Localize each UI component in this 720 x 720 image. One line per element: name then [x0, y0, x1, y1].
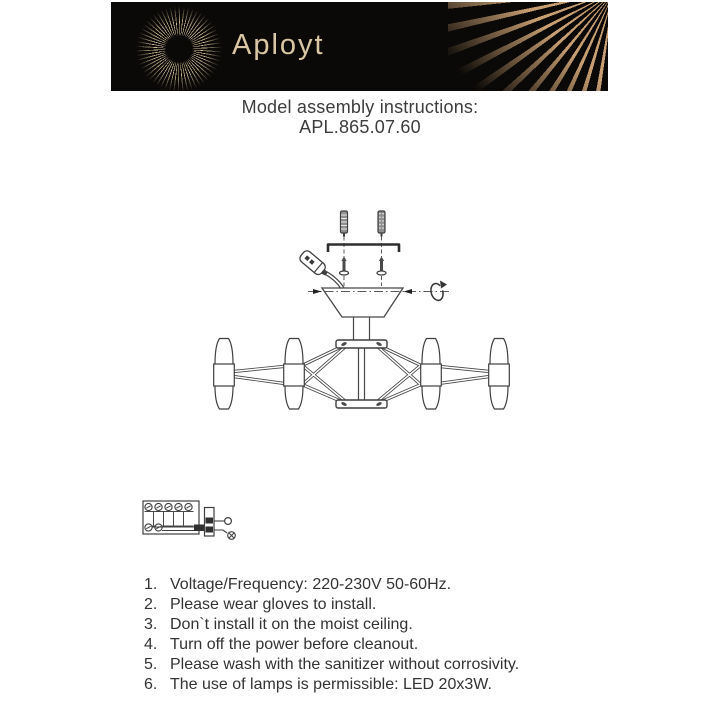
chandelier-body	[214, 317, 510, 409]
wire-loop-icon	[225, 518, 232, 525]
power-connector-icon	[298, 249, 343, 289]
lamp-shade	[284, 339, 305, 410]
list-item	[144, 595, 519, 615]
item-number: 3.	[144, 616, 158, 633]
arrow-right-icon	[313, 289, 322, 294]
item-text: Voltage/Frequency: 220-230V 50-60Hz.	[170, 576, 452, 593]
item-text: Don`t install it on the moist ceiling.	[170, 616, 413, 633]
lamp-shade	[214, 339, 235, 410]
mounting-screws	[340, 257, 387, 276]
ground-screw-icon	[228, 532, 236, 540]
arrow-left-icon	[404, 289, 413, 294]
list-item	[144, 615, 519, 635]
item-text: Please wash with the sanitizer without corrosivity.	[170, 656, 520, 673]
arm-rods	[234, 345, 490, 403]
list-item	[144, 635, 519, 655]
mounting-bracket	[328, 245, 399, 253]
list-item	[144, 675, 519, 695]
assembly-instructions-title: Model assembly instructions:	[241, 97, 479, 117]
brand-name: Aployt	[232, 29, 325, 61]
list-item	[144, 655, 519, 675]
model-number: APL.865.07.60	[299, 117, 421, 137]
item-number: 2.	[144, 596, 158, 613]
lamp-shade	[421, 339, 442, 410]
item-number: 5.	[144, 656, 158, 673]
item-text: Please wear gloves to install.	[170, 596, 377, 613]
lamp-shade	[489, 339, 510, 410]
lamp-shades	[214, 339, 510, 410]
item-text: Turn off the power before cleanout.	[170, 636, 419, 653]
list-item	[144, 575, 519, 595]
item-number: 6.	[144, 676, 158, 693]
item-number: 1.	[144, 576, 158, 593]
wiring-terminal-diagram	[143, 501, 235, 539]
instruction-list	[144, 575, 519, 695]
item-number: 4.	[144, 636, 158, 653]
item-text: The use of lamps is permissible: LED 20x3W.	[170, 676, 492, 693]
